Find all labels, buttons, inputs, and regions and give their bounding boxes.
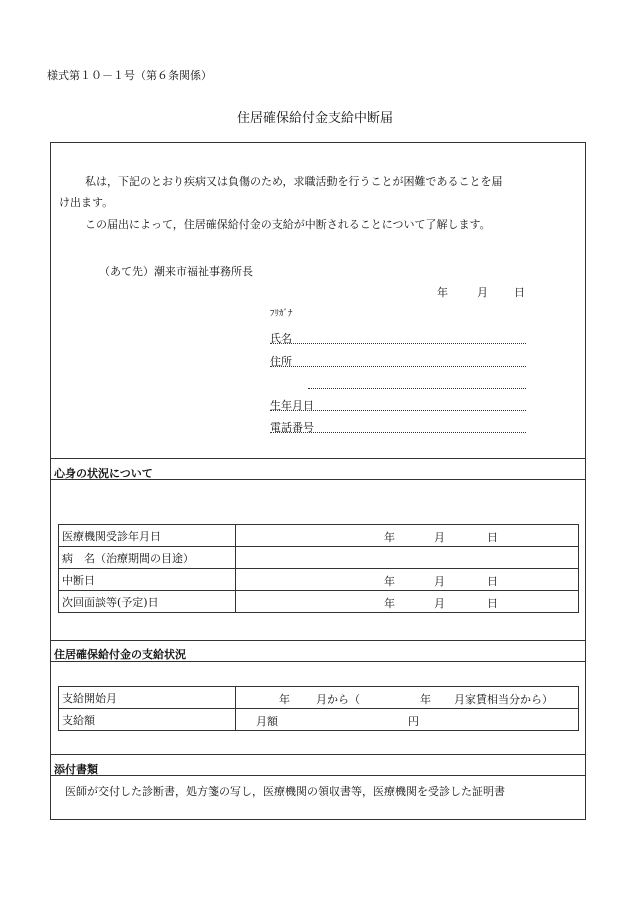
next-interview-date-label: 次回面談等(予定)日 bbox=[59, 591, 236, 613]
date-day: 日 bbox=[487, 531, 498, 544]
divider bbox=[51, 458, 585, 459]
address-field-line1[interactable] bbox=[270, 366, 526, 367]
phone-label: 電話番号 bbox=[270, 421, 314, 434]
monthly-label: 月額 bbox=[256, 715, 278, 728]
yen-unit: 円 bbox=[408, 715, 419, 728]
rent-year: 年 bbox=[420, 693, 431, 706]
name-label: 氏名 bbox=[270, 332, 292, 345]
date-month: 月 bbox=[434, 575, 445, 588]
table-row bbox=[59, 591, 579, 613]
section-attachments-heading: 添付書類 bbox=[54, 763, 98, 776]
divider bbox=[51, 754, 585, 755]
payment-start-label: 支給開始月 bbox=[59, 687, 236, 709]
section-health-heading: 心身の状況について bbox=[54, 467, 153, 480]
divider bbox=[51, 479, 585, 480]
illness-field[interactable] bbox=[236, 547, 579, 569]
date-year: 年 bbox=[384, 575, 395, 588]
addressee: （あて先）潮来市福祉事務所長 bbox=[99, 265, 253, 278]
form-box bbox=[50, 142, 586, 820]
start-year: 年 bbox=[279, 693, 290, 706]
divider bbox=[51, 775, 585, 776]
next-interview-date-field[interactable] bbox=[236, 591, 579, 613]
phone-field[interactable] bbox=[270, 432, 526, 433]
medical-visit-date-label: 医療機関受診年月日 bbox=[59, 525, 236, 547]
date-month: 月 bbox=[434, 531, 445, 544]
intro-paragraph-line1: 私は，下記のとおり疾病又は負傷のため，求職活動を行うことが困難であることを届 bbox=[85, 175, 503, 188]
payment-amount-field[interactable] bbox=[236, 709, 579, 731]
date-day: 日 bbox=[487, 575, 498, 588]
divider bbox=[51, 640, 585, 641]
document-title: 住居確保給付金支給中断届 bbox=[236, 111, 393, 126]
address-field-line2[interactable] bbox=[308, 388, 526, 389]
intro-paragraph-line2: け出ます。 bbox=[59, 196, 114, 209]
section-payment-heading: 住居確保給付金の支給状況 bbox=[54, 648, 186, 661]
furigana-label: ﾌﾘｶﾞﾅ bbox=[270, 309, 293, 319]
table-row bbox=[59, 569, 579, 591]
interruption-date-label: 中断日 bbox=[59, 569, 236, 591]
form-number: 様式第１０－１号（第６条関係） bbox=[47, 69, 212, 82]
divider bbox=[51, 661, 585, 662]
name-field[interactable] bbox=[270, 343, 526, 344]
consent-paragraph: この届出によって，住居確保給付金の支給が中断されることについて了解します。 bbox=[85, 218, 491, 231]
submission-date-year: 年 bbox=[437, 286, 448, 299]
table-row bbox=[59, 547, 579, 569]
address-label: 住所 bbox=[270, 355, 292, 368]
date-year: 年 bbox=[384, 531, 395, 544]
payment-amount-label: 支給額 bbox=[59, 709, 236, 731]
table-row bbox=[59, 709, 579, 731]
submission-date-day: 日 bbox=[514, 286, 525, 299]
payment-start-field[interactable] bbox=[236, 687, 579, 709]
illness-label: 病 名（治療期間の目途） bbox=[59, 547, 236, 569]
medical-visit-date-field[interactable] bbox=[236, 525, 579, 547]
health-table bbox=[58, 524, 579, 613]
date-year: 年 bbox=[384, 597, 395, 610]
birthdate-field[interactable] bbox=[270, 410, 526, 411]
date-day: 日 bbox=[487, 597, 498, 610]
interruption-date-field[interactable] bbox=[236, 569, 579, 591]
start-month-from: 月から（ bbox=[316, 693, 360, 706]
submission-date-month: 月 bbox=[477, 286, 488, 299]
table-row bbox=[59, 525, 579, 547]
attachments-text: 医師が交付した診断書，処方箋の写し，医療機関の領収書等，医療機関を受診した証明書 bbox=[65, 785, 505, 798]
table-row bbox=[59, 687, 579, 709]
payment-table bbox=[58, 686, 579, 731]
date-month: 月 bbox=[434, 597, 445, 610]
rent-month: 月家賃相当分から） bbox=[454, 693, 553, 706]
birthdate-label: 生年月日 bbox=[270, 399, 314, 412]
